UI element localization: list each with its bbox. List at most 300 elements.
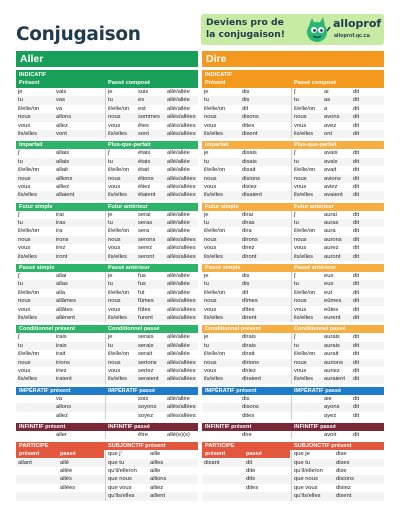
verb-form: allais bbox=[56, 150, 70, 157]
pronoun: il/elle/on bbox=[18, 289, 40, 296]
auxiliary: avais bbox=[324, 150, 338, 157]
participle: dit bbox=[353, 367, 360, 374]
infinitif-table bbox=[202, 431, 384, 439]
verb-form: va bbox=[56, 395, 63, 402]
column-divider bbox=[105, 431, 106, 439]
verb-form: diriez bbox=[242, 367, 256, 374]
pronoun: nous bbox=[294, 359, 307, 366]
mood-label: INDICATIF bbox=[19, 72, 47, 78]
verb-form: dise bbox=[336, 451, 347, 458]
auxiliary: étions bbox=[138, 175, 154, 182]
table-row bbox=[202, 280, 384, 288]
verb-form: dire bbox=[242, 431, 252, 438]
infinitif-section bbox=[16, 423, 198, 439]
participle: allés/allées bbox=[167, 122, 196, 129]
pronoun: tu bbox=[108, 220, 113, 227]
pronoun: tu bbox=[204, 158, 209, 165]
pronoun: je bbox=[204, 211, 209, 218]
table-row bbox=[202, 459, 384, 467]
participle: dit bbox=[353, 245, 360, 252]
pronoun: tu bbox=[204, 281, 209, 288]
table-row bbox=[202, 175, 384, 183]
tense-header bbox=[202, 203, 384, 211]
participle-past: allée bbox=[60, 468, 73, 475]
imperatif-section bbox=[16, 387, 198, 420]
participle-past: dite bbox=[246, 468, 256, 475]
banner-line-1: Deviens pro de bbox=[206, 17, 284, 28]
conjugation-table bbox=[16, 211, 198, 261]
verb-form: alla bbox=[56, 289, 66, 296]
tense-label: Conditionnel passé bbox=[108, 326, 160, 333]
pronoun: vous bbox=[108, 306, 121, 313]
verb-form: alliez bbox=[150, 484, 164, 491]
table-row bbox=[16, 227, 198, 235]
verb-form: allâmes bbox=[56, 298, 76, 305]
auxiliary: es bbox=[138, 97, 145, 104]
auxiliary: eûmes bbox=[324, 298, 342, 305]
pronoun: nous bbox=[108, 175, 121, 182]
table-row bbox=[16, 130, 198, 138]
pronoun: nous bbox=[108, 359, 121, 366]
pronoun: j' bbox=[294, 334, 297, 341]
verb-column-aller bbox=[16, 51, 198, 501]
participle: allés/allées bbox=[167, 306, 196, 313]
auxiliary: seriez bbox=[138, 367, 154, 374]
column-divider bbox=[291, 272, 292, 322]
tense-label: INFINITIF passé bbox=[294, 423, 336, 430]
verb-form: dirais bbox=[242, 342, 256, 349]
tense-label: passé bbox=[246, 451, 262, 458]
pronoun: je bbox=[108, 273, 113, 280]
participle: allés/allées bbox=[167, 412, 196, 419]
tense-header bbox=[16, 70, 198, 88]
pronoun: tu bbox=[294, 281, 299, 288]
participle: dit bbox=[353, 253, 360, 260]
pronoun: tu bbox=[18, 97, 23, 104]
tense-label: INFINITIF présent bbox=[19, 423, 66, 430]
tense-label: IMPÉRATIF passé bbox=[294, 387, 342, 394]
tense-section bbox=[16, 325, 198, 383]
tense-label: IMPÉRATIF présent bbox=[205, 387, 257, 394]
verb-form: dîtes bbox=[242, 306, 255, 313]
table-row bbox=[202, 403, 384, 411]
tense-label: Futur antérieur bbox=[294, 203, 334, 210]
pronoun: j' bbox=[294, 150, 297, 157]
auxiliary: fus bbox=[138, 281, 146, 288]
pronoun: qu'ils/elles bbox=[294, 493, 321, 500]
tense-label: Futur simple bbox=[19, 203, 53, 210]
participle: allé/allée bbox=[167, 97, 190, 104]
verb-form: allaient bbox=[56, 192, 75, 199]
verb-form: diras bbox=[242, 220, 255, 227]
participle: dit bbox=[353, 89, 360, 95]
page-title: Conjugaison bbox=[16, 24, 141, 45]
pronoun: ils/elles bbox=[204, 376, 224, 383]
mood-label: INDICATIF bbox=[205, 72, 233, 78]
pronoun: tu bbox=[294, 220, 299, 227]
table-row bbox=[202, 492, 384, 500]
verb-form: diront bbox=[242, 253, 257, 260]
verb-form: dis bbox=[242, 273, 250, 280]
verb-form: iraient bbox=[56, 376, 72, 383]
conjugation-table bbox=[16, 149, 198, 199]
table-row bbox=[16, 236, 198, 244]
pronoun: ils/elles bbox=[294, 130, 314, 137]
verb-form: dirai bbox=[242, 211, 253, 218]
imperatif-table bbox=[16, 395, 198, 420]
mascot-icon bbox=[303, 15, 331, 44]
auxiliary: ont bbox=[324, 130, 333, 137]
verb-form: aillent bbox=[150, 493, 166, 500]
verb-form: dis bbox=[242, 281, 250, 288]
verb-form: disais bbox=[242, 158, 257, 165]
auxiliary: était bbox=[138, 167, 149, 174]
verb-form: va bbox=[56, 105, 63, 112]
verb-form: disait bbox=[242, 167, 256, 174]
pronoun: tu bbox=[294, 97, 299, 104]
verb-form: irai bbox=[56, 211, 64, 218]
auxiliary: aurait bbox=[324, 351, 339, 358]
verb-form: allâtes bbox=[56, 306, 73, 313]
pronoun: j' bbox=[294, 273, 297, 280]
auxiliary: sont bbox=[138, 130, 149, 137]
table-row bbox=[202, 227, 384, 235]
pronoun: il/elle/on bbox=[18, 167, 40, 174]
participle: dit bbox=[353, 150, 360, 157]
table-row bbox=[16, 475, 198, 483]
pronoun: ils/elles bbox=[18, 376, 38, 383]
pronoun: ils/elles bbox=[108, 253, 128, 260]
auxiliary: serais bbox=[138, 342, 154, 349]
auxiliary: eûtes bbox=[324, 306, 339, 313]
verb-form: dis bbox=[242, 89, 250, 95]
pronoun: ils/elles bbox=[108, 130, 128, 137]
verb-form: iras bbox=[56, 220, 66, 227]
table-row bbox=[16, 244, 198, 252]
pronoun: tu bbox=[204, 342, 209, 349]
auxiliary: eus bbox=[324, 281, 334, 288]
pronoun: vous bbox=[108, 183, 121, 190]
participle: dit bbox=[353, 359, 360, 366]
pronoun: il/elle/on bbox=[18, 228, 40, 235]
participle: dit bbox=[353, 412, 360, 419]
table-row bbox=[16, 297, 198, 305]
participe-table bbox=[16, 450, 198, 500]
table-row bbox=[202, 484, 384, 492]
tense-label: Passé composé bbox=[108, 80, 151, 86]
table-row bbox=[202, 130, 384, 138]
verb-form: iront bbox=[56, 253, 68, 260]
verb-form: diraient bbox=[242, 376, 262, 383]
verb-form: dites bbox=[242, 412, 255, 419]
pronoun: vous bbox=[204, 183, 217, 190]
tense-label: Plus-que-parfait bbox=[294, 142, 337, 149]
verb-form: aille bbox=[150, 468, 161, 475]
pronoun: je bbox=[204, 273, 209, 280]
pronoun: ils/elles bbox=[204, 314, 224, 321]
column-divider bbox=[105, 333, 106, 383]
auxiliary: seront bbox=[138, 253, 155, 260]
pronoun: je bbox=[18, 89, 23, 95]
tense-header bbox=[16, 141, 198, 149]
pronoun: il/elle/on bbox=[294, 105, 316, 112]
table-row bbox=[16, 395, 198, 403]
table-row bbox=[202, 359, 384, 367]
verb-form: vont bbox=[56, 130, 67, 137]
infinitif-header bbox=[202, 423, 384, 431]
pronoun: nous bbox=[294, 114, 307, 121]
verb-form: disent bbox=[336, 493, 352, 500]
pronoun: il/elle/on bbox=[108, 289, 130, 296]
tense-section bbox=[202, 264, 384, 322]
participle: dit bbox=[353, 314, 360, 321]
auxiliary: est bbox=[138, 105, 146, 112]
verb-form: dirent bbox=[242, 314, 257, 321]
table-row bbox=[202, 450, 384, 458]
pronoun: nous bbox=[294, 236, 307, 243]
verb-form: vais bbox=[56, 89, 67, 95]
auxiliary: fus bbox=[138, 273, 146, 280]
table-row bbox=[202, 412, 384, 420]
table-row bbox=[16, 484, 198, 492]
pronoun: il/elle/on bbox=[18, 105, 40, 112]
table-row bbox=[202, 253, 384, 261]
pronoun: ils/elles bbox=[204, 130, 224, 137]
participle-past: allés bbox=[60, 476, 72, 483]
table-row bbox=[16, 88, 198, 96]
auxiliary: a bbox=[324, 105, 328, 112]
verb-form: dit bbox=[242, 105, 249, 112]
pronoun: ils/elles bbox=[294, 192, 314, 199]
table-row bbox=[16, 149, 198, 157]
auxiliary: avais bbox=[324, 158, 338, 165]
auxiliary: auront bbox=[324, 253, 341, 260]
participle: allé/allée bbox=[167, 89, 190, 95]
table-row bbox=[202, 350, 384, 358]
auxiliary: ayez bbox=[324, 412, 337, 419]
table-row bbox=[16, 211, 198, 219]
pronoun: qu'il/elle/on bbox=[108, 468, 137, 475]
participle: allé/allée bbox=[167, 150, 190, 157]
participle: dit bbox=[353, 220, 360, 227]
pronoun: j' bbox=[294, 211, 297, 218]
pronoun: que vous bbox=[108, 484, 132, 491]
participle: allé/allée bbox=[167, 342, 190, 349]
conjugation-table bbox=[16, 272, 198, 322]
auxiliary: serai bbox=[138, 211, 151, 218]
verb-form: iriez bbox=[56, 367, 67, 374]
verb-form: allais bbox=[56, 158, 70, 165]
pronoun: vous bbox=[204, 122, 217, 129]
auxiliary: ai bbox=[324, 89, 329, 95]
pronoun: ils/elles bbox=[108, 314, 128, 321]
pronoun: il/elle/on bbox=[204, 351, 226, 358]
pronoun: nous bbox=[204, 175, 217, 182]
auxiliary: aviez bbox=[324, 183, 338, 190]
table-row bbox=[202, 467, 384, 475]
verb-form: aille bbox=[150, 451, 161, 458]
pronoun: vous bbox=[204, 367, 217, 374]
participle: dit bbox=[353, 395, 360, 402]
participle: dit bbox=[353, 273, 360, 280]
table-row bbox=[16, 272, 198, 280]
pronoun: qu'ils/elles bbox=[108, 493, 135, 500]
verb-form: irais bbox=[56, 342, 67, 349]
participle: allé/allée bbox=[167, 167, 190, 174]
verb-heading: Dire bbox=[202, 51, 384, 67]
brand-logo: alloprof bbox=[333, 17, 382, 30]
table-row bbox=[202, 306, 384, 314]
mood-label: PARTICIPE bbox=[19, 443, 49, 450]
participle: allé/allée bbox=[167, 105, 190, 112]
table-row bbox=[202, 333, 384, 341]
auxiliary: furent bbox=[138, 314, 153, 321]
conjugation-table bbox=[16, 333, 198, 383]
verb-form: dises bbox=[336, 459, 350, 466]
pronoun: tu bbox=[294, 342, 299, 349]
participle: allés/allées bbox=[167, 192, 196, 199]
participle-past: allé bbox=[60, 459, 70, 466]
auxiliary: seras bbox=[138, 220, 153, 227]
pronoun: nous bbox=[204, 359, 217, 366]
tense-section bbox=[202, 325, 384, 383]
participe-table bbox=[202, 450, 384, 500]
tense-header bbox=[16, 264, 198, 272]
pronoun: tu bbox=[204, 97, 209, 104]
auxiliary: avaient bbox=[324, 192, 343, 199]
table-row bbox=[202, 431, 384, 439]
participle: dit bbox=[353, 158, 360, 165]
brand-url[interactable]: alloprof.qc.ca bbox=[334, 33, 370, 39]
auxiliary: avons bbox=[324, 114, 340, 121]
participle: dit bbox=[353, 114, 360, 121]
pronoun: tu bbox=[18, 220, 23, 227]
pronoun: ils/elles bbox=[18, 314, 38, 321]
verb-heading: Aller bbox=[16, 51, 198, 67]
column-divider bbox=[291, 395, 292, 420]
table-row bbox=[16, 450, 198, 458]
table-row bbox=[202, 149, 384, 157]
verb-form: disent bbox=[242, 130, 258, 137]
participle: dit bbox=[353, 236, 360, 243]
pronoun: vous bbox=[108, 245, 121, 252]
participle: allé/allée bbox=[167, 334, 190, 341]
table-row bbox=[16, 467, 198, 475]
pronoun: je bbox=[204, 334, 209, 341]
table-row bbox=[16, 333, 198, 341]
participle: dit bbox=[353, 192, 360, 199]
tense-label: INFINITIF passé bbox=[108, 423, 150, 430]
participle: dit bbox=[353, 105, 360, 112]
pronoun: j' bbox=[18, 334, 21, 341]
tense-label: Passé antérieur bbox=[294, 265, 336, 272]
pronoun: tu bbox=[18, 158, 23, 165]
imperatif-section bbox=[202, 387, 384, 420]
auxiliary: aie bbox=[324, 395, 332, 402]
column-divider bbox=[105, 211, 106, 261]
participle: allés/allées bbox=[167, 175, 196, 182]
participle-past: dit bbox=[246, 459, 253, 466]
auxiliary: seraient bbox=[138, 376, 159, 383]
auxiliary: serait bbox=[138, 351, 153, 358]
auxiliary: auriez bbox=[324, 367, 340, 374]
promo-banner[interactable] bbox=[201, 14, 384, 45]
pronoun: j' bbox=[18, 273, 21, 280]
pronoun: je bbox=[108, 89, 113, 95]
table-row bbox=[16, 253, 198, 261]
pronoun: nous bbox=[108, 114, 121, 121]
pronoun: tu bbox=[18, 342, 23, 349]
auxiliary: eus bbox=[324, 273, 334, 280]
infinitif-header bbox=[16, 423, 198, 431]
table-row bbox=[16, 96, 198, 104]
participle: dit bbox=[353, 306, 360, 313]
participle: dit bbox=[353, 211, 360, 218]
column-divider bbox=[105, 88, 106, 138]
participle: dit bbox=[353, 431, 360, 438]
pronoun: nous bbox=[18, 175, 31, 182]
tense-section bbox=[16, 70, 198, 138]
pronoun: il/elle/on bbox=[204, 105, 226, 112]
tense-label: IMPÉRATIF passé bbox=[108, 387, 156, 394]
verb-form: irait bbox=[56, 351, 66, 358]
column-divider bbox=[291, 333, 292, 383]
table-row bbox=[16, 359, 198, 367]
participle: dit bbox=[353, 183, 360, 190]
table-row bbox=[202, 272, 384, 280]
verb-form: allez bbox=[56, 122, 68, 129]
verb-form: allèrent bbox=[56, 314, 76, 321]
table-row bbox=[16, 412, 198, 420]
table-row bbox=[16, 175, 198, 183]
participle: allés/allées bbox=[167, 114, 196, 121]
verb-form: alliez bbox=[56, 183, 70, 190]
pronoun: que tu bbox=[108, 459, 125, 466]
table-row bbox=[202, 88, 384, 96]
table-row bbox=[16, 158, 198, 166]
table-row bbox=[16, 492, 198, 500]
table-row bbox=[16, 191, 198, 199]
auxiliary: serions bbox=[138, 359, 157, 366]
pronoun: nous bbox=[18, 298, 31, 305]
participle: allés/allées bbox=[167, 359, 196, 366]
pronoun: j' bbox=[108, 150, 111, 157]
pronoun: il/elle/on bbox=[204, 167, 226, 174]
pronoun: vous bbox=[18, 306, 31, 313]
participle: allé/allée bbox=[167, 281, 190, 288]
pronoun: que tu bbox=[294, 459, 311, 466]
pronoun: tu bbox=[108, 281, 113, 288]
auxiliary: aurais bbox=[324, 342, 340, 349]
participle-present: disant bbox=[204, 459, 220, 466]
table-row bbox=[16, 289, 198, 297]
pronoun: tu bbox=[108, 342, 113, 349]
pronoun: j' bbox=[18, 150, 21, 157]
column-divider bbox=[291, 450, 292, 500]
participle: allé(e)(s) bbox=[167, 431, 190, 438]
pronoun: ils/elles bbox=[18, 253, 38, 260]
participle: dit bbox=[353, 376, 360, 383]
pronoun: nous bbox=[108, 298, 121, 305]
verb-form: irez bbox=[56, 245, 66, 252]
auxiliary: eurent bbox=[324, 314, 341, 321]
verb-form: dites bbox=[242, 122, 255, 129]
participle: dit bbox=[353, 97, 360, 104]
table-row bbox=[16, 166, 198, 174]
table-row bbox=[202, 183, 384, 191]
table-row bbox=[16, 122, 198, 130]
pronoun: ils/elles bbox=[108, 376, 128, 383]
